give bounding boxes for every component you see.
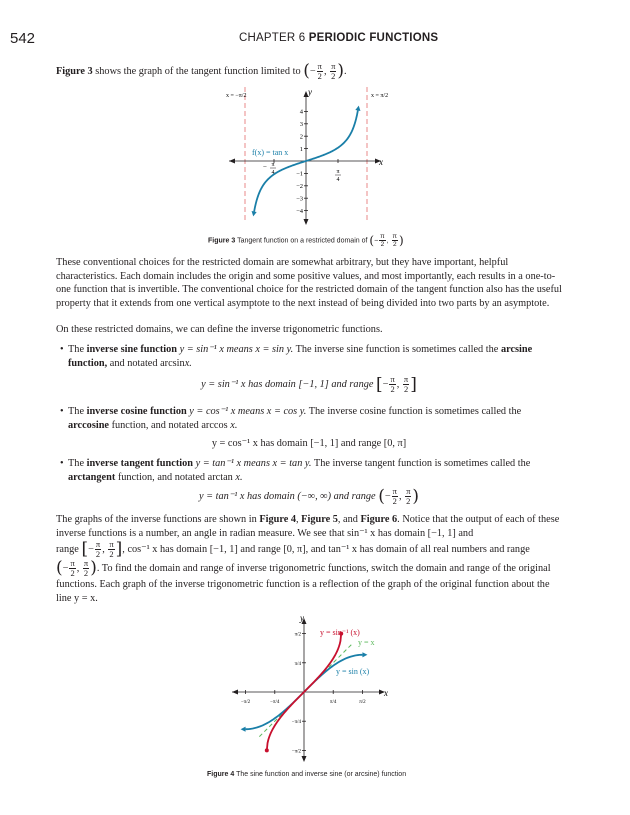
y-tick-label: −π/2 bbox=[291, 749, 301, 755]
arcsin-label: y = sin⁻¹ (x) bbox=[320, 628, 360, 637]
equation-tan-range: y = tan⁻¹ x has domain (−∞, ∞) and range (− $\frac{\pi}{2}$ , $\frac{\pi}{2}$ ) bbox=[198, 486, 420, 507]
sin-arrow-right bbox=[362, 652, 367, 657]
y-axis-label: y bbox=[300, 613, 304, 623]
y-tick-label: −π/4 bbox=[291, 720, 301, 726]
equation-sin-range: y = sin⁻¹ x has domain [−1, 1] and range [− $\frac{\pi}{2}$ , $\frac{\pi}{2}$ ] bbox=[201, 374, 417, 395]
x-tick-label-neg-sign: − bbox=[263, 163, 267, 171]
figure4-graph bbox=[228, 612, 398, 764]
sin-label: y = sin (x) bbox=[336, 667, 370, 676]
figure3-ref: Figure 3 bbox=[56, 65, 93, 77]
figure3-caption: Figure 3 Tangent function on a restricted domain of (− $\frac{\pi}{2}$ , $\frac{\pi}{2}$ ) bbox=[208, 233, 404, 248]
x-tick-label-neg-den: 4 bbox=[271, 170, 275, 176]
identity-line-label: y = x bbox=[358, 638, 375, 647]
paragraph-domains: These conventional choices for the restricted domain are somewhat arbitrary, but they have important, helpful characteristics. Each domain includes the origin and some positive values, and most importantly, each results in a one-to-one function that is invertible. The conventional choice for the restricted domain of the tangent function also has the useful property that it extends from one vertical asymptote to the next instead of being divided into two parts by an asymptote. bbox=[56, 257, 562, 309]
x-tick-label: π/2 bbox=[359, 700, 366, 705]
paragraph-definition-intro: On these restricted domains, we can define the inverse trigonometric functions. bbox=[56, 324, 383, 335]
y-tick-label: −2 bbox=[296, 183, 303, 191]
page-header bbox=[10, 30, 614, 48]
bullet-inverse-cosine: • The inverse cosine function y = cos⁻¹ x means x = cos y. The inverse cosine function is sometimes called the arccosine function, and notated arccos x. bbox=[60, 406, 522, 431]
paragraph-inverse-graphs: The graphs of the inverse functions are shown in Figure 4, Figure 5, and Figure 6. Notice that the output of each of these inverse functions is a number, an angle in radian measure. We see that sin⁻¹ x has domain [−1, 1] and range [− $\frac{\pi}{2}$ , $\frac{\pi}{2}$ ], cos⁻¹ x has domain [−1, 1] and range [0, π], and tan⁻¹ x has domain of all real numbers and range (− $\frac{\pi}{2}$ , $\frac{\pi}{2}$ ). To find the domain and range of inverse trigonometric functions, switch the domain and range of the original functions. Each graph of the inverse trigonometric function is a reflection of the graph of the original function about the line y = x. bbox=[56, 514, 560, 604]
x-tick-label: −π/4 bbox=[270, 700, 280, 705]
y-tick-label: −4 bbox=[296, 207, 303, 215]
y-axis-arrow-down bbox=[302, 756, 307, 762]
right-asymptote-label: x = π/2 bbox=[371, 93, 389, 99]
sin-arrow-left bbox=[241, 727, 246, 732]
y-tick-label: −1 bbox=[296, 170, 303, 178]
equation-cos-range: y = cos⁻¹ x has domain [−1, 1] and range [0, π] bbox=[211, 438, 407, 449]
x-axis-label: x bbox=[384, 688, 388, 698]
arcsin-endpoint-bottom bbox=[265, 748, 269, 752]
x-tick-label-pos-den: 4 bbox=[336, 177, 340, 183]
y-axis-arrow-down bbox=[304, 219, 309, 225]
x-axis-arrow-left bbox=[229, 159, 235, 164]
bullet-inverse-tangent: • The inverse tangent function y = tan⁻¹ x means x = tan y. The inverse tangent function is sometimes called the arctangent function, and notated arctan x. bbox=[60, 458, 531, 483]
figure4-caption: Figure 4 The sine function and inverse sine (or arcsine) function bbox=[207, 771, 407, 778]
x-tick-label-neg-pi: π bbox=[271, 162, 275, 168]
y-tick-label: −3 bbox=[296, 195, 303, 203]
y-tick-label: π/4 bbox=[294, 661, 301, 667]
page-number: 542 bbox=[10, 30, 36, 47]
x-axis-label: x bbox=[379, 157, 383, 167]
tan-function-label: f(x) = tan x bbox=[252, 148, 289, 157]
tan-arrow-top bbox=[355, 106, 360, 111]
y-tick-label: 2 bbox=[299, 133, 303, 141]
x-tick-label-pos-pi: π bbox=[336, 169, 340, 175]
x-axis-arrow-left bbox=[232, 690, 238, 695]
intro-line: Figure 3 shows the graph of the tangent function limited to (− $\frac{\pi}{2}$ , $\frac{\pi}{2}$ ). bbox=[56, 60, 347, 81]
x-tick-label: −π/2 bbox=[240, 700, 251, 705]
figure3-graph bbox=[225, 85, 395, 225]
x-tick-label: π/4 bbox=[330, 700, 337, 705]
chapter-heading: CHAPTER 6 PERIODIC FUNCTIONS bbox=[239, 32, 439, 44]
y-tick-label: π/2 bbox=[294, 632, 301, 638]
y-tick-label: 1 bbox=[299, 145, 303, 153]
tan-arrow-bottom bbox=[252, 211, 257, 216]
bullet-inverse-sine: • The inverse sine function y = sin⁻¹ x means x = sin y. The inverse sine function is sometimes called the arcsine function, and notated arcsinx. bbox=[60, 344, 533, 369]
y-axis-label: y bbox=[308, 87, 312, 97]
left-asymptote-label: x = −π/2 bbox=[226, 93, 247, 99]
y-tick-label: 3 bbox=[299, 121, 303, 129]
y-tick-label: 4 bbox=[299, 108, 303, 116]
